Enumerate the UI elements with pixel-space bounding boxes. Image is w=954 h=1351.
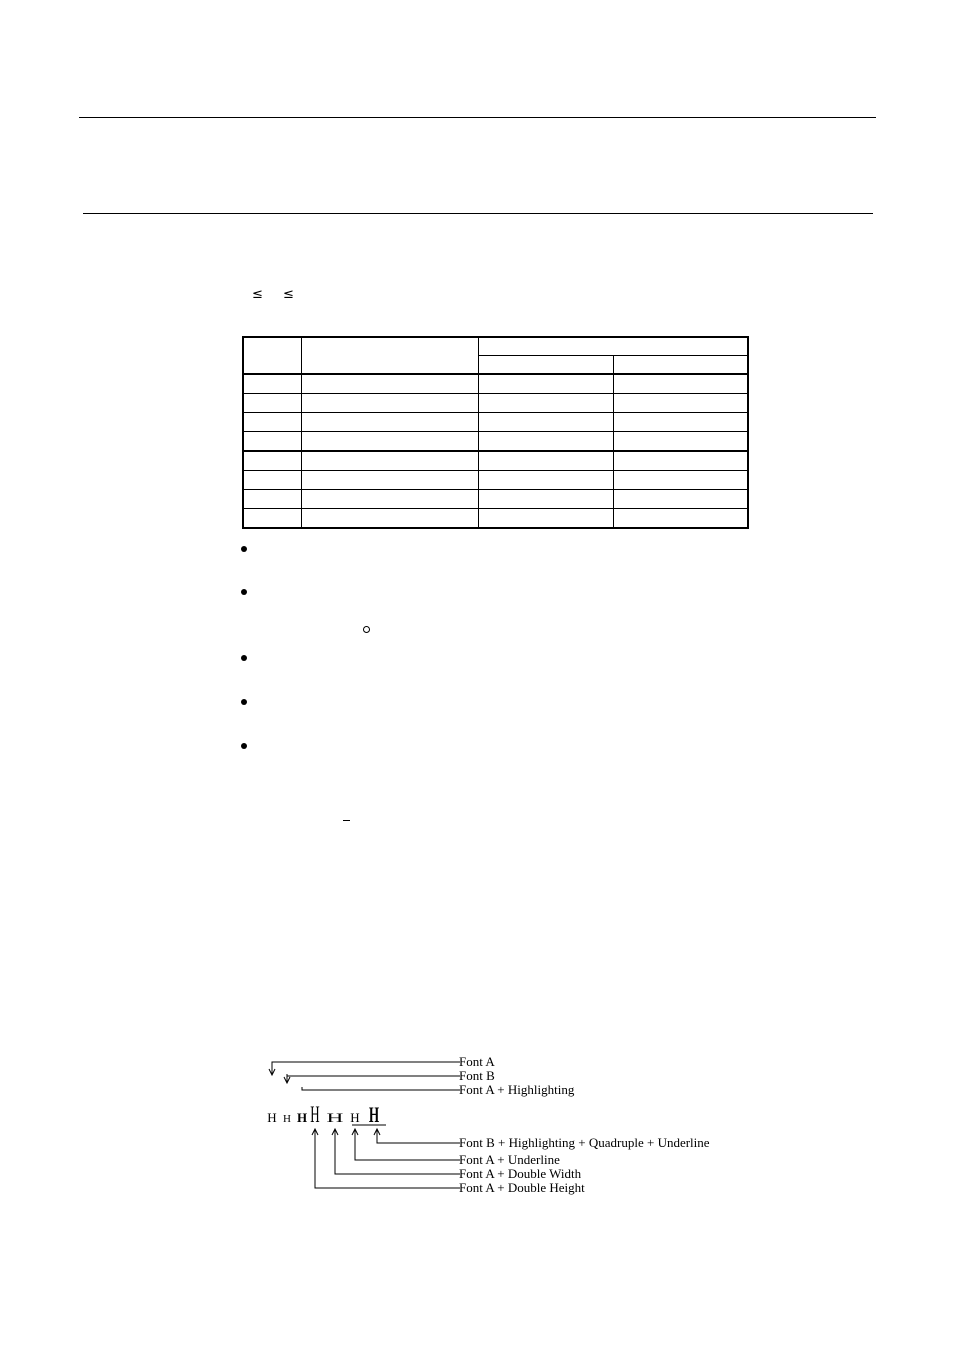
- label-font-b-highlighting-quadruple-underline: Font B + Highlighting + Quadruple + Underline: [459, 1135, 710, 1150]
- table-cell: [301, 509, 478, 529]
- table-row: [243, 374, 748, 394]
- label-font-b: Font B: [459, 1068, 495, 1083]
- less-equal-symbol: ≤: [252, 287, 263, 302]
- table-cell: [301, 451, 478, 471]
- table-cell: [243, 490, 301, 509]
- bullet-marker: [241, 699, 247, 705]
- table-cell: [243, 432, 301, 452]
- table-row: [243, 413, 748, 432]
- leader-line: [355, 1130, 460, 1160]
- table-cell: [613, 394, 748, 413]
- label-font-a-underline: Font A + Underline: [459, 1152, 560, 1167]
- glyph-quadruple: H: [368, 1102, 380, 1127]
- label-font-a-highlighting: Font A + Highlighting: [459, 1082, 575, 1097]
- bullet-marker: [241, 655, 247, 661]
- table-cell: [478, 374, 613, 394]
- table-cell: [613, 509, 748, 529]
- table-cell: [478, 509, 613, 529]
- table-cell: [243, 471, 301, 490]
- less-equal-symbol: ≤: [283, 287, 294, 302]
- glyph-underlined: H: [350, 1110, 360, 1125]
- leader-line: [302, 1087, 460, 1090]
- table-cell: [478, 413, 613, 432]
- table-cell: [301, 413, 478, 432]
- table-row: [243, 509, 748, 529]
- table-cell: [301, 374, 478, 394]
- leader-line: [377, 1130, 460, 1143]
- table-row: [243, 432, 748, 452]
- glyph-highlighted: H: [296, 1110, 308, 1125]
- dash-mark: [343, 820, 350, 821]
- table-row: [243, 490, 748, 509]
- table-row: [243, 471, 748, 490]
- table-cell: [301, 337, 478, 374]
- glyph-font-a: H: [267, 1110, 277, 1125]
- table-cell: [478, 490, 613, 509]
- bullet-marker: [241, 743, 247, 749]
- table-cell: [478, 432, 613, 452]
- font-style-diagram: [262, 1052, 462, 1197]
- glyph-double-width: H: [326, 1111, 344, 1126]
- table-cell: [301, 471, 478, 490]
- table-cell: [243, 394, 301, 413]
- table-cell: [301, 490, 478, 509]
- table-cell: [301, 432, 478, 452]
- table-cell: [243, 337, 301, 374]
- table-cell: [613, 451, 748, 471]
- table-cell: [478, 356, 613, 375]
- table-cell: [613, 374, 748, 394]
- table-row: [243, 394, 748, 413]
- glyph-double-height: H: [310, 1102, 320, 1129]
- leader-line: [335, 1130, 460, 1174]
- header-rule: [79, 117, 876, 118]
- label-font-a-double-height: Font A + Double Height: [459, 1180, 585, 1195]
- table-cell: [243, 413, 301, 432]
- table-cell: [613, 490, 748, 509]
- leader-line: [315, 1130, 460, 1188]
- section-rule: [83, 213, 873, 214]
- table-row: [243, 451, 748, 471]
- table-cell: [478, 394, 613, 413]
- table-cell: [478, 337, 748, 356]
- label-font-a-double-width: Font A + Double Width: [459, 1166, 582, 1181]
- table-header-row: [243, 337, 748, 356]
- table-cell: [478, 471, 613, 490]
- table-cell: [243, 451, 301, 471]
- table-cell: [301, 394, 478, 413]
- table-cell: [243, 509, 301, 529]
- table-cell: [243, 374, 301, 394]
- table-cell: [478, 451, 613, 471]
- table-cell: [613, 413, 748, 432]
- table-cell: [613, 432, 748, 452]
- glyph-font-b: H: [283, 1113, 291, 1125]
- bullet-marker: [241, 546, 247, 552]
- parameter-table: [242, 336, 749, 529]
- table-cell: [613, 356, 748, 375]
- bullet-marker: [241, 589, 247, 595]
- leader-line: [272, 1062, 460, 1074]
- degree-mark: [363, 626, 370, 633]
- label-font-a: Font A: [459, 1054, 495, 1069]
- table-cell: [613, 471, 748, 490]
